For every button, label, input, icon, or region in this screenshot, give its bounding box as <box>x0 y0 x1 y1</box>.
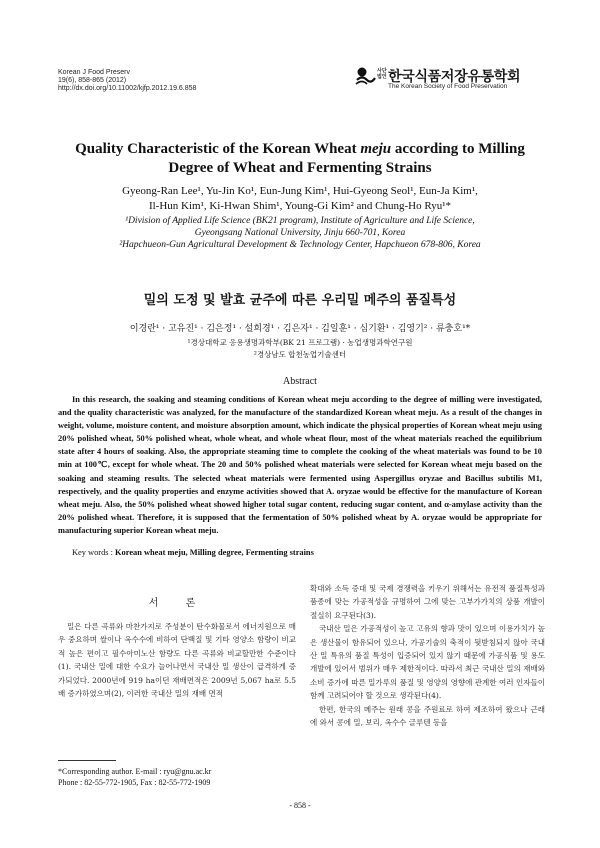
society-name-en: The Korean Society of Food Preservation <box>388 83 508 90</box>
society-name-ko: 한국식품저장유통학회 <box>388 69 521 85</box>
paragraph: 확대와 소득 증대 및 국제 경쟁력을 키우기 위해서는 유전적 품질특성과 품종에 맞는 가공적성을 규명하여 그에 맞는 고부가가치의 상품 개발이 절실히 요구된다(3). <box>310 584 545 620</box>
keywords-value: Korean wheat meju, Milling degree, Fermenting strains <box>115 548 314 557</box>
keywords-label: Key words : <box>72 548 116 557</box>
author-list-en: Gyeong-Ran Lee¹, Yu-Jin Ko¹, Eun-Jung Kim¹, Hui-Gyeong Seol¹, Eun-Ja Kim¹, Il-Hun Kim¹, Ki-Hwan Shim¹, Young-Gi Kim² and Chung-Ho Ryu¹* <box>122 185 478 212</box>
abstract-body: In this research, the soaking and steaming conditions of Korean wheat meju according to the degree of milling were investigated, and the quality characteristic was analyzed, for the manufacture of the standardized Korean wheat meju. As a result of the changes in weight, volume, moisture content, and moisture absorption amount, which indicate the physical properties of Korean wheat meju using 20% polished wheat, 50% polished wheat, whole wheat, and whole wheat flour, most of the wheat materials reached the equilibrium state after 4 hours of soaking. Also, the appropriate steaming time to complete the cooking of the wheat materials was found to be 10 min at 100℃, except for whole wheat. The 20 and 50% polished wheat materials were selected for Korean wheat meju based on the soaking and steaming results. The selected wheat materials were fermented using Aspergillus oryzae and Bacillus subtilis M1, respectively, and the quality properties and enzyme activities showed that A. oryzae would be effective for the manufacture of Korean wheat meju. Also, the 50% polished wheat showed higher total sugar content, reducing sugar content, and α-amylase activity than the 20% polished wheat. Therefore, it is supposed that the fermentation of 50% polished wheat by A. oryzae would be appropriate for manufacturing superior Korean wheat meju. <box>58 395 542 535</box>
journal-volume: 19(6), 858-865 (2012) <box>58 77 127 84</box>
keywords <box>72 548 314 557</box>
journal-header <box>58 69 196 93</box>
paragraph: 한편, 한국의 메주는 원래 콩을 주원료로 하여 제조하여 왔으나 근래에 와서 콩에 밀, 보리, 옥수수 글루텐 등을 <box>310 704 545 728</box>
footnote-rule <box>58 760 116 761</box>
paper-title-ko: 밀의 도정 및 발효 균주에 따른 우리밀 메주의 품질특성 <box>143 293 457 308</box>
right-column <box>310 582 545 729</box>
section-heading-introduction: 서 론 <box>148 598 208 609</box>
affiliation-ko-2: ²경상남도 합천농업기술센터 <box>253 350 347 359</box>
journal-name: Korean J Food Preserv <box>58 69 130 76</box>
society-emblem-icon <box>355 66 377 86</box>
corresponding-author: *Corresponding author. E-mail : ryu@gnu.ac.kr <box>58 767 212 776</box>
paragraph: 국내산 밀은 가공적성이 높고 고유의 향과 맛이 있으며 이용가치가 높은 생산물이 함유되어 있으나, 가공기술의 축적이 뒷받침되지 않아 국내산 밀 특유의 품질 특성이 입증되어 있지 않기 때문에 가공식품 및 용도개발에 있어서 범위가 매우 제한적이다. 따라서 최근 국내산 밀의 재배와 소비 증가에 따른 밀가루의 품질 및 영양의 영향에 관계한 여러 인자들이 함께 고려되어야 할 것으로 생각된다(4). <box>310 624 545 701</box>
author-list-ko: 이경란¹ · 고유진¹ · 김은정¹ · 설희경¹ · 김은자¹ · 김일훈¹ · 심기환¹ · 김영기² · 류충호¹* <box>129 324 471 334</box>
affiliations-en: ¹Division of Applied Life Science (BK21 program), Institute of Agriculture and Life Science, Gyeongsang National University, Jinju 660-701, Korea ²Hapchueon-Gun Agricultural Development & Technology Center, Hapchueon 678-806, Korea <box>119 216 481 250</box>
paper-title: Quality Characteristic of the Korean Wheat meju according to Milling Degree of Wheat and Fermenting Strains <box>75 141 525 176</box>
paragraph: 밀은 다른 곡류와 마찬가지로 주성분이 탄수화물로서 에너지원으로 매우 중요하며 쌀이나 옥수수에 비하여 단백질 및 기타 영양소 함량이 비교적 높은 편이고 필수아미노산 함량도 다른 곡류와 비교할만한 수준이다(1). 국내산 밀에 대한 수요가 늘어나면서 국내산 밀 생산이 급격하게 증가되었다. 2000년에 919 ha이던 재배면적은 2009년 5,067 ha로 5.5배 증가하였으며(2), 이러한 국내산 밀의 재배 면적 <box>58 622 296 699</box>
logo-small-text: 사단법인 <box>377 68 387 80</box>
journal-doi[interactable]: http://dx.doi.org/10.11002/kjfp.2012.19.6.858 <box>58 85 197 92</box>
left-column <box>58 620 296 700</box>
abstract-heading: Abstract <box>283 376 317 387</box>
page-number: - 858 - <box>289 801 311 810</box>
affiliation-ko-1: ¹경상대학교 응용생명과학부(BK 21 프로그램) · 농업생명과학연구원 <box>187 338 413 347</box>
contact-phone: Phone : 82-55-772-1905, Fax : 82-55-772-1909 <box>58 778 211 787</box>
society-logo <box>355 66 545 92</box>
footnote <box>58 766 211 788</box>
